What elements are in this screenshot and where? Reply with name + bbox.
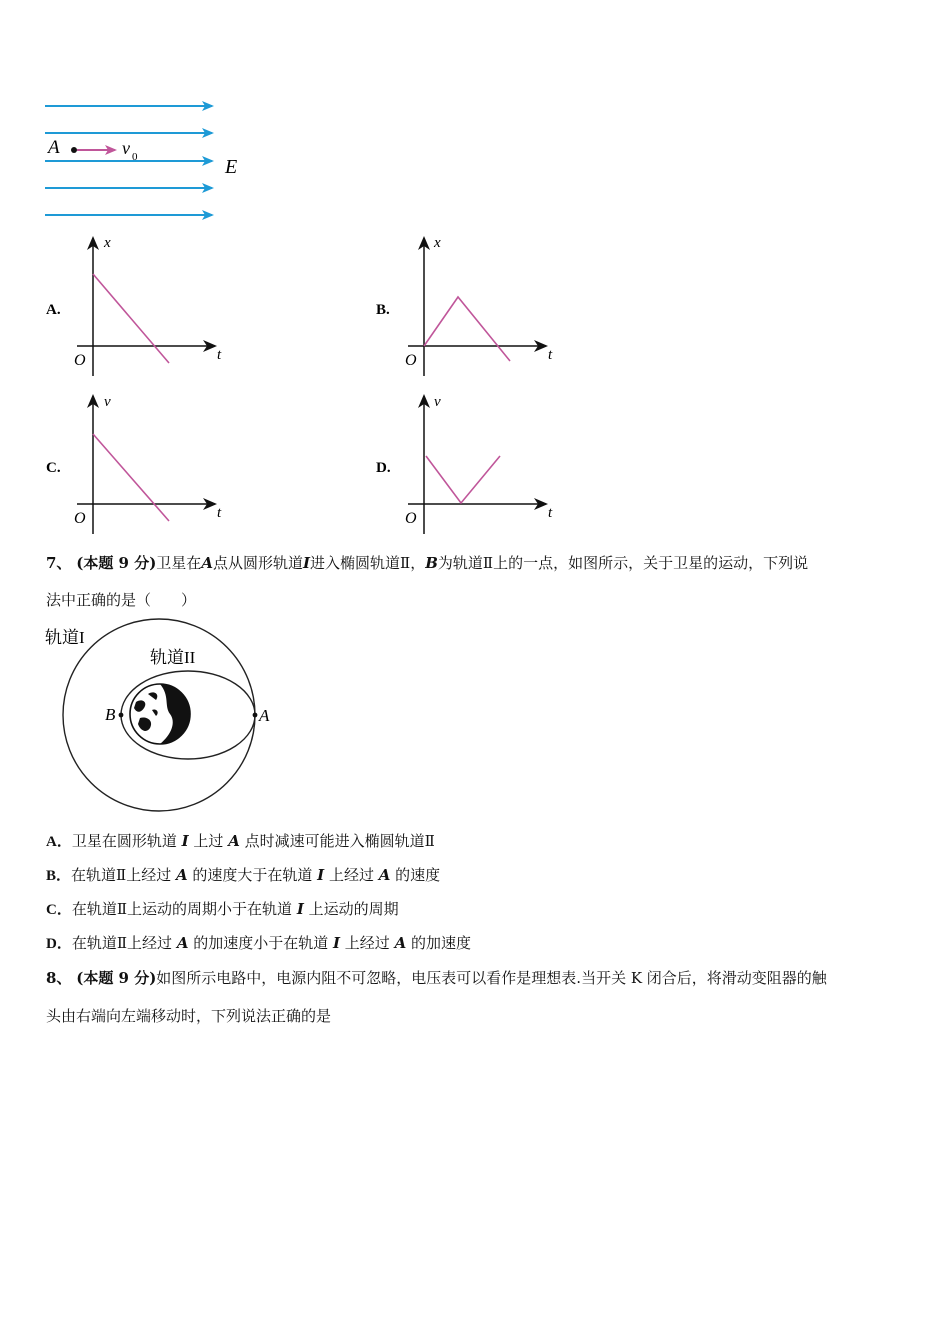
origin-label: O [74, 510, 86, 527]
q8-stem-line1 [46, 968, 827, 988]
var-a: A [201, 554, 213, 572]
graph-line [426, 456, 500, 503]
q8-stem-line2: 头由右端向左端移动时，下列说法正确的是 [46, 1007, 332, 1025]
q8-text: 如图所示电路中，电源内阻不可忽略，电压表可以看作是理想表.当开关 K 闭合后，将滑动变阻器的触 [156, 969, 827, 987]
var: I [317, 866, 325, 884]
option-a-graph[interactable] [46, 235, 222, 376]
point-a-label: A [48, 137, 60, 158]
var: I [181, 832, 189, 850]
var: A [394, 934, 407, 952]
option-c-graph[interactable] [46, 394, 222, 534]
var: A [228, 832, 240, 850]
point-a-label: A [259, 706, 270, 725]
option-text: 的加速度 [406, 934, 471, 952]
q7-stem-line1 [46, 553, 808, 573]
y-axis-label: v [434, 394, 441, 410]
var: A [175, 866, 188, 884]
var: A [176, 934, 189, 952]
option-text: 上经过 [324, 866, 379, 884]
velocity-subscript: 0 [132, 151, 138, 163]
option-text: 的速度大于在轨道 [187, 866, 318, 884]
q7-option-b[interactable] [46, 865, 440, 886]
y-axis-label: x [104, 235, 111, 251]
var: I [296, 900, 304, 918]
q7-option-d[interactable] [46, 933, 471, 954]
option-d-graph[interactable] [376, 394, 553, 534]
option-text: 在轨道Ⅱ上经过 [71, 866, 176, 884]
origin-label: O [405, 352, 417, 369]
orbit-figure [40, 618, 280, 818]
q7-option-a[interactable] [46, 831, 435, 852]
option-text: 的加速度小于在轨道 [188, 934, 333, 952]
point-b-dot [119, 713, 124, 718]
option-text: 上经过 [340, 934, 395, 952]
origin-label: O [405, 510, 417, 527]
option-label: C． [46, 902, 72, 918]
option-text: 在轨道Ⅱ上经过 [71, 934, 177, 952]
q7-text: 点从圆形轨道 [212, 554, 303, 572]
q7-stem-line2: 法中正确的是（ ） [46, 591, 197, 609]
graph-line [93, 274, 169, 363]
x-axis-label: t [217, 505, 222, 521]
earth-icon [130, 684, 190, 744]
field-label: E [225, 156, 238, 178]
q7-points: (本题 9 分) [76, 554, 157, 572]
q7-option-c[interactable] [46, 899, 399, 920]
option-text: 上运动的周期 [303, 900, 399, 918]
orbit1-label: 轨道I [45, 628, 85, 647]
charge-point [71, 147, 77, 153]
option-label: B． [46, 868, 72, 884]
option-b-graph[interactable] [376, 235, 553, 376]
var: A [378, 866, 391, 884]
q7-text: 进入椭圆轨道Ⅱ， [310, 554, 426, 572]
velocity-label: v [122, 138, 130, 158]
option-text: 上过 [188, 832, 229, 850]
q6-options [0, 228, 620, 543]
option-d-label: D. [376, 460, 391, 476]
q7-number: 7、 [46, 554, 72, 572]
y-axis-label: x [434, 235, 441, 251]
graph-line [424, 297, 510, 361]
option-text: 点时减速可能进入椭圆轨道Ⅱ [239, 832, 435, 850]
point-b-label: B [105, 705, 116, 724]
option-text: 在轨道Ⅱ上运动的周期小于在轨道 [71, 900, 297, 918]
orbit2-label: 轨道II [150, 648, 196, 667]
var-b: B [425, 554, 438, 572]
electric-field-figure [40, 90, 260, 230]
q7-text: 为轨道Ⅱ上的一点，如图所示，关于卫星的运动，下列说 [437, 554, 809, 572]
x-axis-label: t [548, 347, 553, 363]
option-b-label: B. [376, 302, 390, 318]
point-a-dot [253, 713, 258, 718]
graph-line [93, 434, 169, 521]
var: I [333, 934, 341, 952]
x-axis-label: t [217, 347, 222, 363]
x-axis-label: t [548, 505, 553, 521]
y-axis-label: v [104, 394, 111, 410]
option-text: 的速度 [390, 866, 441, 884]
option-c-label: C. [46, 460, 61, 476]
origin-label: O [74, 352, 86, 369]
option-a-label: A. [46, 302, 61, 318]
var-i: I [302, 554, 310, 572]
option-label: D． [46, 936, 72, 952]
option-label: A． [46, 834, 72, 850]
q7-text: 卫星在 [156, 554, 202, 572]
q8-number: 8、 [46, 969, 72, 987]
option-text: 卫星在圆形轨道 [71, 832, 182, 850]
q8-points: (本题 9 分) [76, 969, 157, 987]
